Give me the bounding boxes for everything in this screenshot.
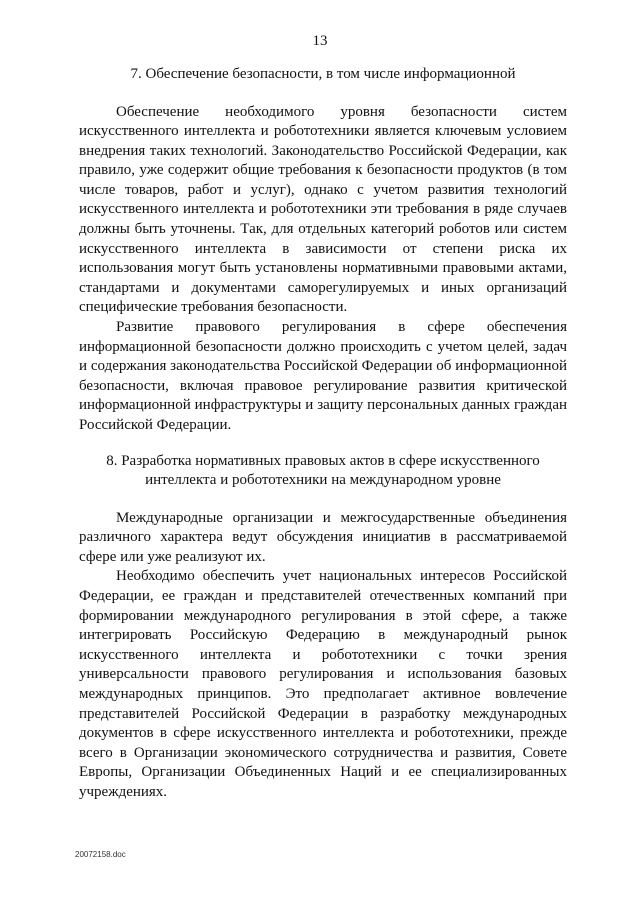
spacer <box>79 436 567 452</box>
section-8-paragraph-1: Международные организации и межгосударственные объединения различного характера ведут обсуждения инициатив в рассматриваемой сфере или уже реализуют их. <box>79 509 567 565</box>
section-8-heading-line-2: интеллекта и робототехники на международном уровне <box>145 472 501 489</box>
section-7-paragraph-2: Развитие правового регулирования в сфере обеспечения информационной безопасности должно происходить с учетом целей, задач и содержания законодательства Российской Федерации об информационной безопасности, включая правовое регулирование развития критической информационной инфраструктуры и защиту персональных данных граждан Российской Федерации. <box>79 319 567 433</box>
file-name-footer: 20072158.doc <box>75 850 126 859</box>
spacer <box>79 491 567 509</box>
spacer <box>79 85 567 103</box>
section-8-paragraph-2: Необходимо обеспечить учет национальных интересов Российской Федерации, ее граждан и представителей отечественных компаний при формировании международного регулирования в этой сфере, а также интегрировать Российскую Федерацию в международный рынок искусственного интеллекта и робототехники с точки зрения универсальности правового регулирования и использования базовых международных принципов. Это предполагает активное вовлечение представителей Российской Федерации в разработку международных документов в сфере искусственного интеллекта и робототехники, прежде всего в Организации экономического сотрудничества и развития, Совете Европы, Организации Объединенных Наций и ее специализированных учреждениях. <box>79 568 567 800</box>
section-7-paragraph-1: Обеспечение необходимого уровня безопасности систем искусственного интеллекта и робототехники является ключевым условием внедрения таких технологий. Законодательство Российской Федерации, как правило, уже содержит общие требования к безопасности продуктов (в том числе товаров, работ и услуг), однако с учетом развития технологий искусственного интеллекта и робототехники эти требования в ряде случаев должны быть уточнены. Так, для отдельных категорий роботов или систем искусственного интеллекта в зависимости от степени риска их использования могут быть установлены нормативными правовыми актами, стандартами и документами саморегулируемых и иных организаций специфические требования безопасности. <box>79 103 567 316</box>
section-7-heading: 7. Обеспечение безопасности, в том числе информационной <box>130 66 516 82</box>
page-number: 13 <box>312 33 328 49</box>
section-8-heading <box>79 452 567 491</box>
document-body <box>79 65 567 803</box>
section-8-heading-line-1: 8. Разработка нормативных правовых актов в сфере искусственного <box>106 452 540 469</box>
